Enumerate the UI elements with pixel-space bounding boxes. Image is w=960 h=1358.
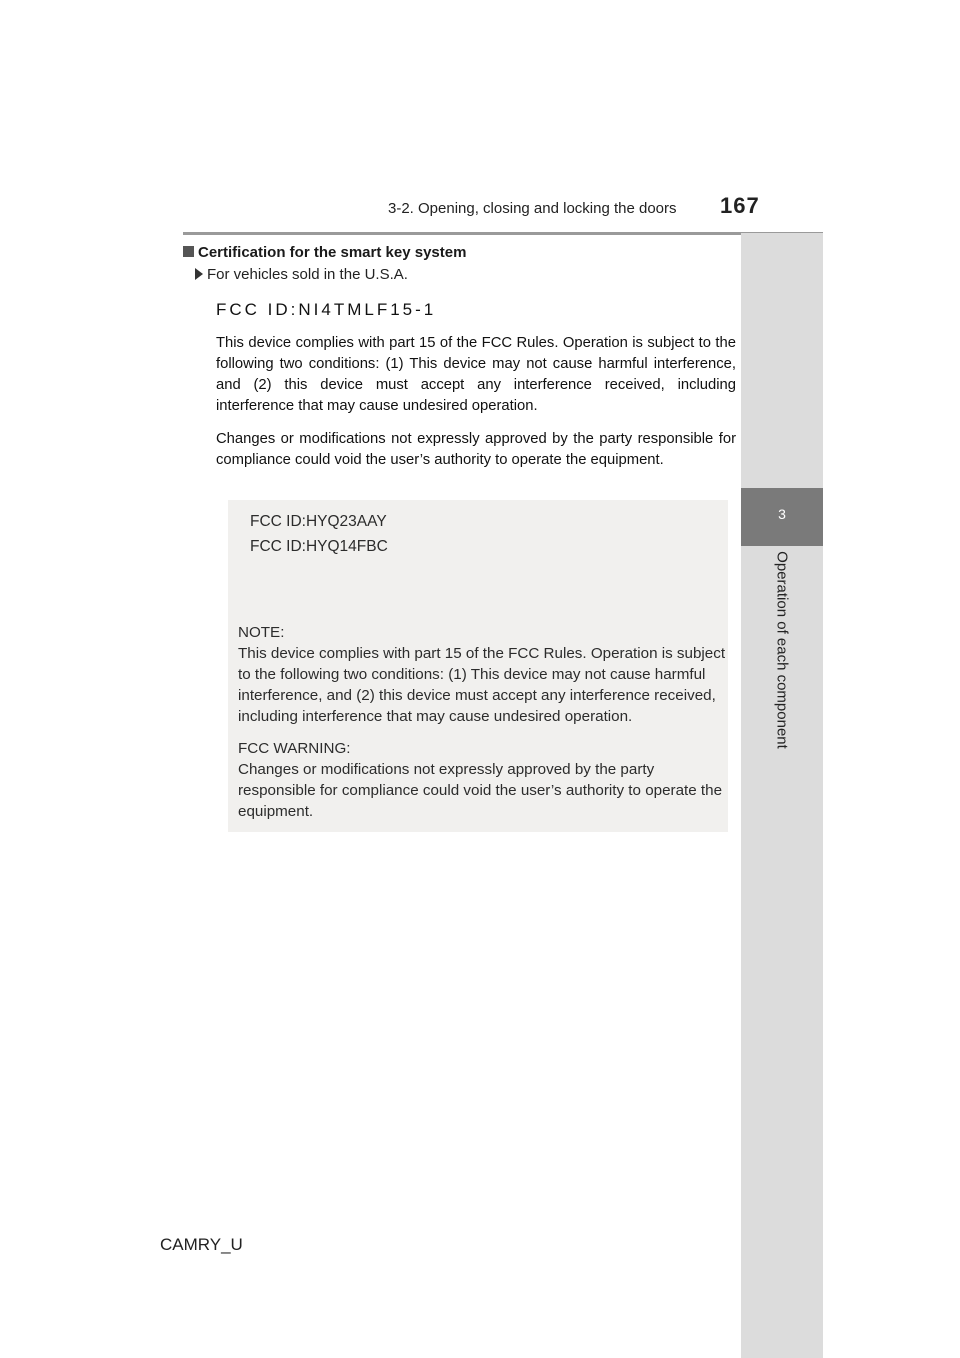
sub-item-text: For vehicles sold in the U.S.A. bbox=[207, 266, 408, 283]
fcc-label-1 bbox=[216, 300, 736, 483]
fcc-id-3: FCC ID:HYQ14FBC bbox=[250, 538, 388, 555]
chapter-title: Operation of each component bbox=[773, 551, 791, 749]
modification-paragraph: Changes or modifications not expressly approved by the party responsible for compliance could void the user’s authority to operate the equipment. bbox=[216, 431, 736, 468]
section-heading-text: Certification for the smart key system bbox=[198, 244, 467, 261]
sub-item bbox=[195, 266, 408, 283]
fcc-label-2 bbox=[228, 500, 728, 832]
chapter-number: 3 bbox=[778, 506, 786, 522]
header-divider bbox=[183, 232, 823, 235]
note-title: NOTE: bbox=[238, 624, 285, 641]
page-number: 167 bbox=[720, 193, 760, 218]
triangle-bullet-icon bbox=[195, 268, 203, 280]
chapter-tab bbox=[741, 488, 823, 546]
warning-title: FCC WARNING: bbox=[238, 740, 351, 757]
fcc-id-2: FCC ID:HYQ23AAY bbox=[250, 513, 387, 530]
header-section-title: 3-2. Opening, closing and locking the doors bbox=[388, 200, 677, 217]
chapter-side-bar bbox=[741, 233, 823, 1358]
fcc-id-1: FCC ID:NI4TMLF15-1 bbox=[216, 300, 437, 319]
section-heading bbox=[183, 244, 466, 261]
square-bullet-icon bbox=[183, 246, 194, 257]
note-text: This device complies with part 15 of the FCC Rules. Operation is subject to the following two conditions: (1) This device may not cause harmful interference, and (2) this device must accept any interference received, including interference that may cause undesired operation. bbox=[238, 645, 726, 725]
compliance-paragraph: This device complies with part 15 of the FCC Rules. Operation is subject to the following two conditions: (1) This device may not cause harmful interference, and (2) this device must accept any interference received, including interference that may cause undesired operation. bbox=[216, 335, 736, 414]
warning-text: Changes or modifications not expressly approved by the party responsible for compliance could void the user’s authority to operate the equipment. bbox=[238, 761, 723, 820]
footer-model: CAMRY_U bbox=[160, 1235, 243, 1254]
